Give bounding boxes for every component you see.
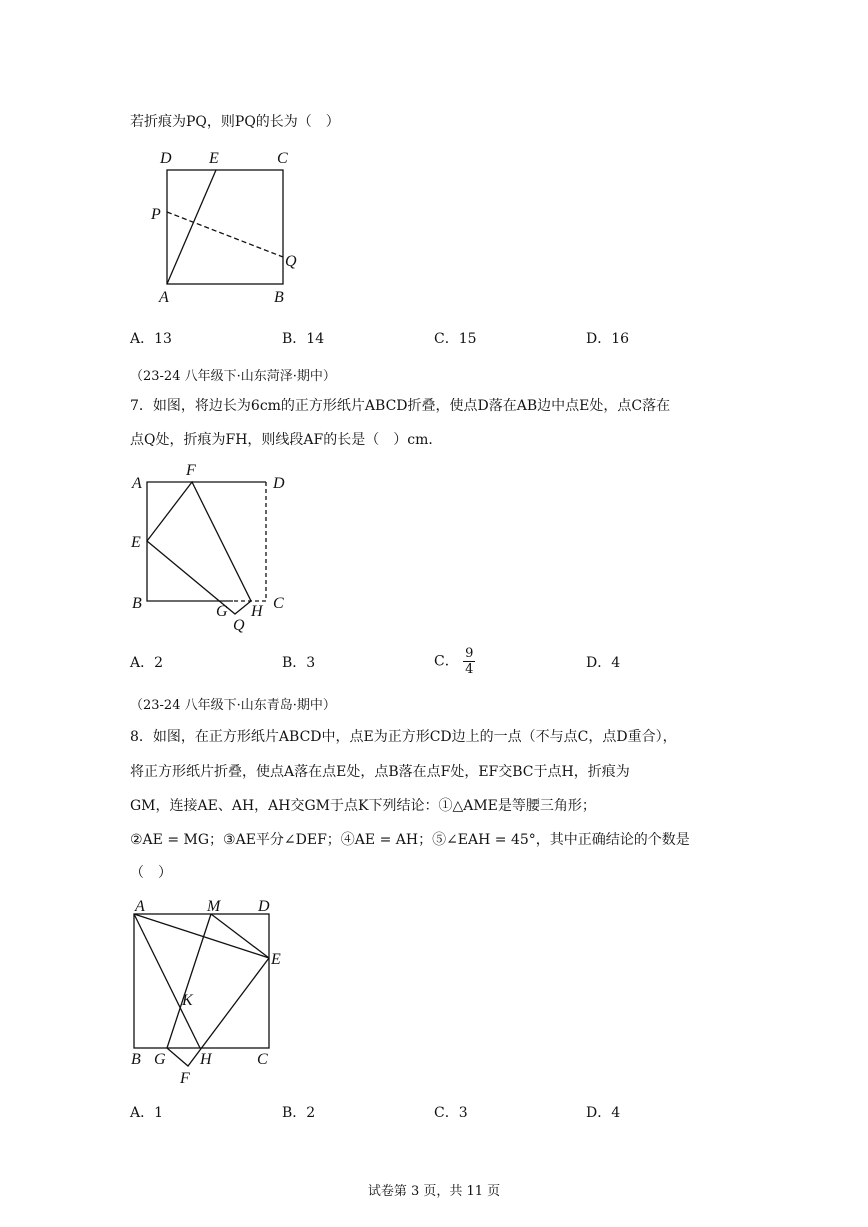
q6-stem: 若折痕为PQ，则PQ的长为（ ） [130,114,340,130]
q6-label-q: Q [285,253,297,270]
q7-label-g: G [216,603,228,620]
q8-label-h: H [200,1051,212,1068]
q7-label-c: C [273,595,284,612]
q7-fraction-numerator: 9 [465,646,474,661]
q7-label-d: D [273,475,285,492]
q6-crease-pq [167,212,283,257]
q8-label-a: A [135,898,145,915]
q7-folded-part [147,482,251,614]
q8-label-c: C [257,1051,268,1068]
q7-label-h: H [251,603,263,620]
q7-option-c-fraction [463,646,475,677]
q6-option-a: A．13 [130,331,172,347]
q7-line-1: 7．如图，将边长为6cm的正方形纸片ABCD折叠，使点D落在AB边中点E处，点C落在 [130,398,671,414]
q7-source: （23-24 八年级下·山东菏泽·期中） [130,369,336,384]
q7-square-solid [147,482,266,601]
q8-option-d: D．4 [586,1105,621,1121]
q8-source: （23-24 八年级下·山东青岛·期中） [130,698,336,713]
q6-option-c: C．15 [434,331,477,347]
q8-line-5: （ ） [130,865,172,881]
q6-segment-ae [167,170,216,284]
q6-label-p: P [151,206,161,223]
q6-option-b: B．14 [282,331,325,347]
q6-label-c: C [277,150,288,167]
q6-label-d: D [160,150,172,167]
q6-label-e: E [209,150,219,167]
q8-option-c: C．3 [434,1105,468,1121]
q6-label-b: B [274,289,284,306]
q7-label-e: E [131,534,141,551]
q7-option-c [434,646,475,677]
q8-label-m: M [207,898,221,915]
q7-label-a: A [132,475,142,492]
q6-label-a: A [159,289,169,306]
q8-figure [125,890,300,1090]
q8-label-d: D [258,898,270,915]
q8-label-k: K [182,992,193,1009]
q7-option-b: B．3 [282,655,316,671]
page-footer: 试卷第 3 页，共 11 页 [367,1184,501,1199]
q7-label-f: F [186,462,196,479]
q8-line-3: GM，连接AE、AH，AH交GM于点K下列结论：①△AME是等腰三角形； [130,798,596,814]
q7-square-dashed [233,482,266,601]
q7-line-2: 点Q处，折痕为FH，则线段AF的长是（ ）cm． [130,432,443,448]
q8-line-2: 将正方形纸片折叠，使点A落在点E处，点B落在点F处，EF交BC于点H，折痕为 [130,764,630,780]
q7-option-a: A．2 [130,655,164,671]
q7-label-b: B [132,595,142,612]
q7-figure [125,462,305,637]
q8-option-a: A．1 [130,1105,164,1121]
q8-crease-gm [167,914,211,1048]
q7-fraction-denominator: 4 [465,662,474,677]
q8-segment-ah [134,914,200,1048]
q6-figure [140,140,320,310]
q8-label-g: G [154,1051,166,1068]
q8-line-1: 8．如图，在正方形纸片ABCD中，点E为正方形CD边上的一点（不与点C，点D重合）， [130,729,677,745]
q8-label-f: F [180,1070,190,1087]
q8-square [134,914,269,1048]
q8-option-b: B．2 [282,1105,316,1121]
q6-option-d: D．16 [586,331,630,347]
q7-label-q: Q [233,617,245,634]
q8-segment-ae [134,914,269,958]
q8-label-b: B [131,1051,141,1068]
q7-option-d: D．4 [586,655,621,671]
q6-square [167,170,283,284]
q7-option-c-letter: C． [434,653,459,670]
q8-segment-me [211,914,269,958]
q8-label-e: E [271,951,281,968]
q8-line-4: ②AE = MG；③AE平分∠DEF；④AE = AH；⑤∠EAH = 45°，其中正确结论的个数是 [130,832,690,848]
